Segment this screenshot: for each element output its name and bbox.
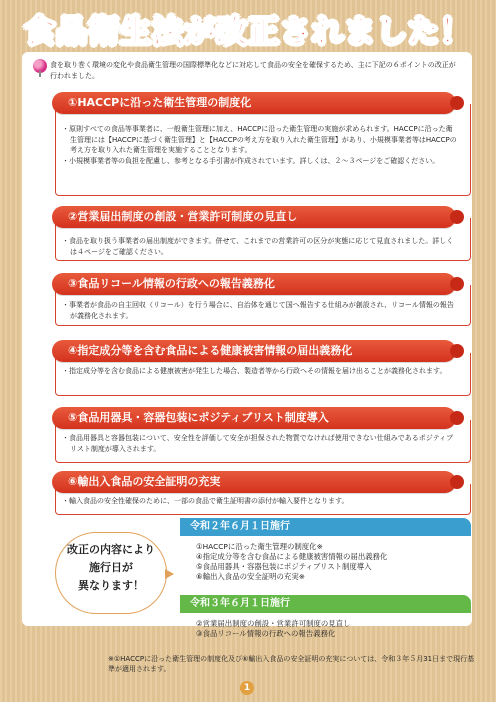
section-4-heading: ④指定成分等を含む食品による健康被害情報の届出義務化 <box>52 340 456 362</box>
section-4-bullets <box>62 366 457 377</box>
callout-bubble <box>55 532 167 614</box>
list-item: ・原則すべての食品等事業者に、一般衛生管理に加え、HACCPに沿った衛生管理の実施が求められます。HACCPに沿った衛生管理には【HACCPに基づく衛生管理】と【HACCPの考え方を取り入れた衛生管理】があり、小規模事業者等はHACCPの考え方を取り入れた衛生管理を実施することとなります。 <box>62 125 457 154</box>
section-3-bullets <box>62 300 457 321</box>
page-title: 食品衛生法が改正されました！ <box>24 14 472 50</box>
section-1-bullets <box>62 124 457 166</box>
schedule-2020-list <box>196 542 466 582</box>
list-item: ①HACCPに沿った衛生管理の制度化※ <box>196 542 323 551</box>
callout-line: 異なります！ <box>78 579 144 592</box>
section-5-bullets <box>62 433 457 454</box>
schedule-2020-heading: 令和２年６月１日施行 <box>180 518 471 536</box>
section-6-bullets <box>62 496 457 507</box>
list-item: ③食品リコール情報の行政への報告義務化 <box>196 629 336 638</box>
section-3-heading: ③食品リコール情報の行政への報告義務化 <box>52 273 456 295</box>
footnote: ※①HACCPに沿った衛生管理の制度化及び⑥輸出入食品の安全証明の充実については、令和３年５月31日まで現行基準が適用されます。 <box>108 655 475 673</box>
section-1-heading: ①HACCPに沿った衛生管理の制度化 <box>52 92 456 114</box>
schedule-2021-list <box>196 619 466 639</box>
list-item: ・輸入食品の安全性確保のために、一部の食品で衛生証明書の添付が輸入要件となります。 <box>62 497 349 505</box>
page-number: 1 <box>240 681 254 695</box>
section-6-heading: ⑥輸出入食品の安全証明の充実 <box>52 471 456 493</box>
list-item: ④指定成分等を含む食品による健康被害情報の届出義務化 <box>196 552 388 561</box>
list-item: ②営業届出制度の創設・営業許可制度の見直し <box>196 619 351 628</box>
section-2-bullets <box>62 236 457 257</box>
callout-line: 改正の内容により <box>67 543 155 556</box>
list-item: ・食品を取り扱う事業者の届出制度ができます。併せて、これまでの営業許可の区分が実態に応じて見直されました。詳しくは４ページをご確認ください。 <box>62 237 454 256</box>
section-5-heading: ⑤食品用器具・容器包装にポジティブリスト制度導入 <box>52 407 456 429</box>
section-2-heading: ②営業届出制度の創設・営業許可制度の見直し <box>52 206 456 228</box>
schedule-2021-heading: 令和３年６月１日施行 <box>180 595 471 613</box>
callout-line: 施行日が <box>89 561 133 574</box>
list-item: ⑥輸出入食品の安全証明の充実※ <box>196 572 305 581</box>
list-item: ・小規模事業者等の負担を配慮し、参考となる手引書が作成されています。詳しくは、２〜３ページをご確認ください。 <box>62 156 440 165</box>
list-item: ・食品用器具と容器包装について、安全性を評価して安全が担保された物質でなければ使用できない仕組みであるポジティブリスト制度が導入されます。 <box>62 434 454 453</box>
list-item: ・事業者が食品の自主回収（リコール）を行う場合に、自治体を通じて国へ報告する仕組みが創設され、リコール情報の報告が義務化されます。 <box>62 301 454 320</box>
list-item: ⑤食品用器具・容器包装にポジティブリスト制度導入 <box>196 562 372 571</box>
intro-text: 食を取り巻く環境の変化や食品衛生管理の国際標準化などに対応して食品の安全を確保するため、主に下記の６ポイントの改正が行われました。 <box>50 61 456 80</box>
pin-icon <box>33 59 47 73</box>
list-item: ・指定成分等を含む食品による健康被害が発生した場合、製造者等から行政へその情報を届け出ることが義務化されます。 <box>62 367 447 375</box>
